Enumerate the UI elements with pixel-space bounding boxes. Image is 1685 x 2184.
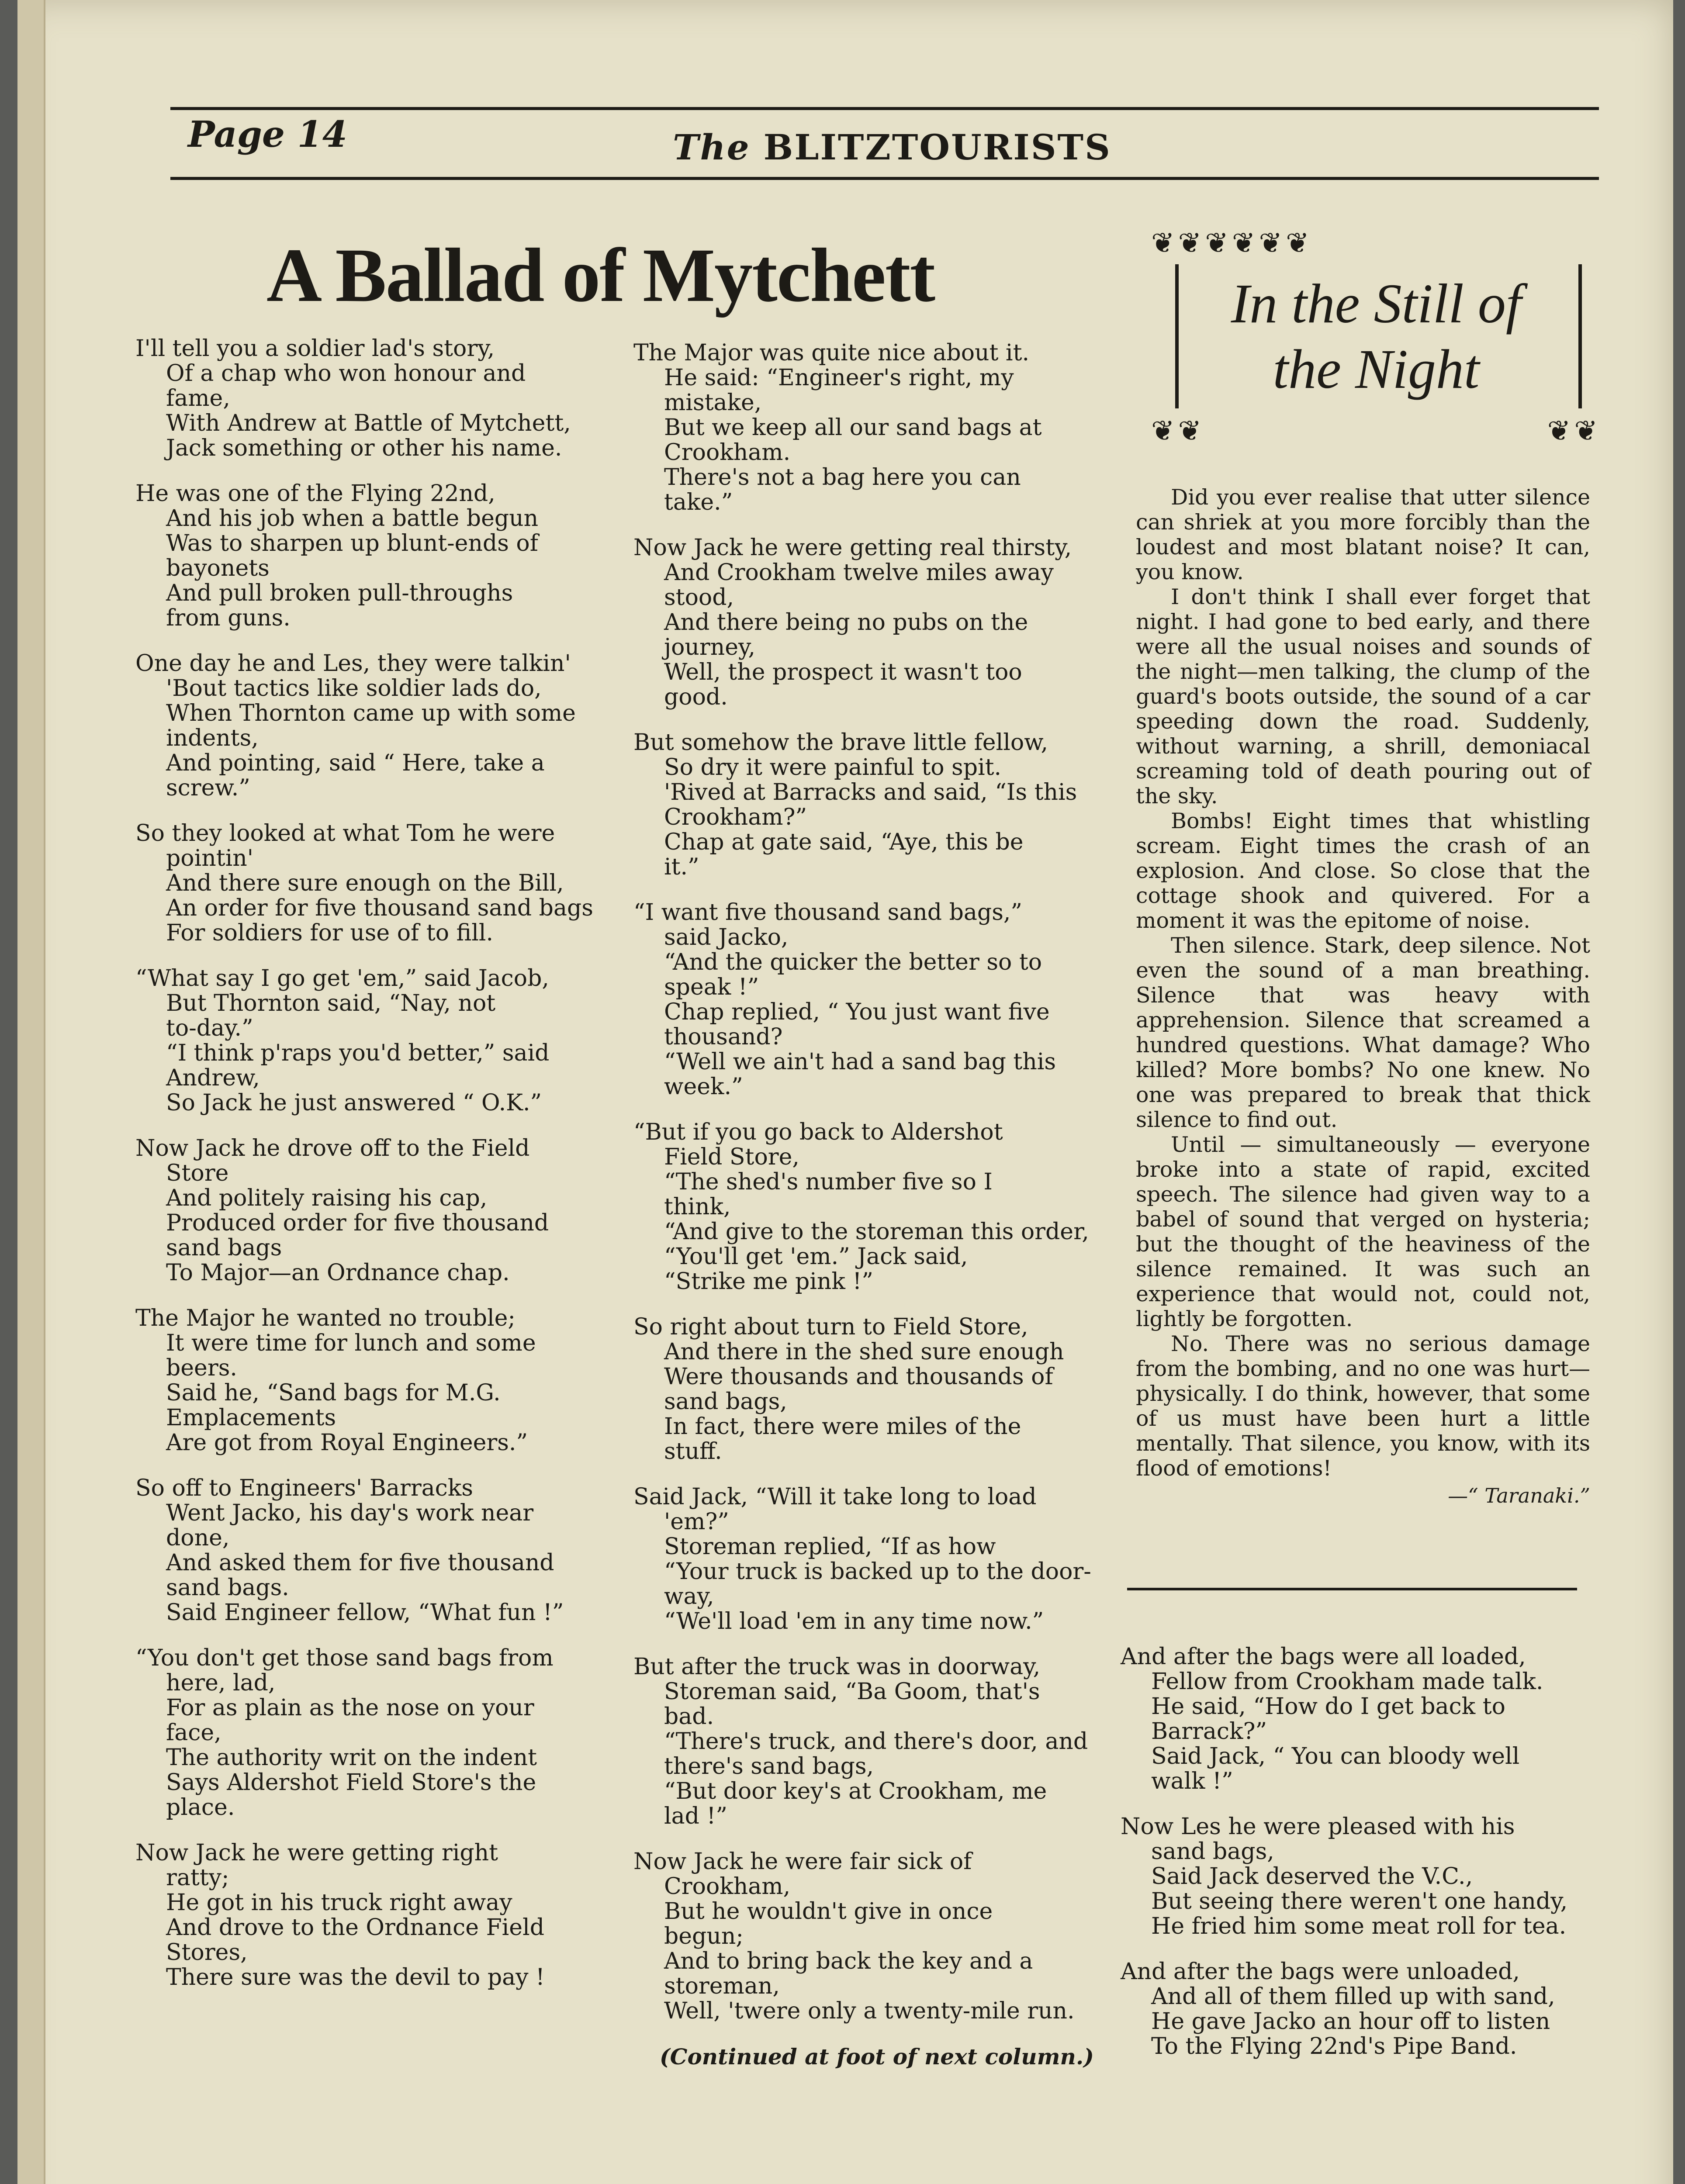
verse-line: it.”: [664, 854, 699, 880]
verse-line: place.: [166, 1794, 235, 1821]
stanza: [135, 1306, 633, 1455]
magazine-page: [17, 0, 1673, 2184]
column-separator-rule: [1127, 1588, 1577, 1590]
verse-line: Says Aldershot Field Store's the: [166, 1769, 536, 1796]
stanza: [135, 1841, 633, 1990]
running-head-name: BLITZTOURISTS: [763, 127, 1111, 168]
ornament-bottom-left: ❦❦: [1151, 415, 1205, 447]
verse-line: beers.: [166, 1355, 237, 1381]
verse-line: So Jack he just answered “ O.K.”: [166, 1090, 542, 1116]
sidebar-title-box: [1151, 227, 1601, 446]
verse-line: And there being no pubs on the: [664, 609, 1028, 636]
stanza: [633, 1315, 1114, 1464]
verse-line: lad !”: [664, 1803, 727, 1829]
verse-line: The Major he wanted no trouble;: [135, 1305, 516, 1331]
verse-line: With Andrew at Battle of Mytchett,: [166, 410, 571, 436]
article-paragraph: No. There was no serious damage from the bombing, and no one was hurt—physically. I do think, however, that some of us must have been hurt a little mentally. That silence, you know, with its flood of emotions!: [1136, 1331, 1590, 1481]
article-paragraph: Bombs! Eight times that whistling scream. Eight times the crash of an explosion. And close. So close that the cottage shook and quivered. For a moment it was the epitome of noise.: [1136, 809, 1590, 933]
verse-line: The authority writ on the indent: [166, 1745, 537, 1771]
verse-line: And drove to the Ordnance Field: [166, 1914, 544, 1941]
verse-line: And Crookham twelve miles away: [664, 560, 1054, 586]
verse-line: Field Store,: [664, 1144, 799, 1170]
ballad-column-1: [135, 336, 633, 2011]
verse-line: He was one of the Flying 22nd,: [135, 480, 495, 507]
verse-line: I'll tell you a soldier lad's story,: [135, 335, 495, 362]
verse-line: Now Jack he were getting right: [135, 1840, 498, 1866]
verse-line: to-day.”: [166, 1015, 253, 1041]
header-bottom-rule: [170, 177, 1599, 180]
verse-line: there's sand bags,: [664, 1753, 874, 1780]
verse-line: “And give to the storeman this order,: [664, 1219, 1089, 1245]
article-paragraph: Then silence. Stark, deep silence. Not even the sound of a man breathing. Silence that was heavy with apprehension. Silence that screamed a hundred questions. What damage? Who killed? More bombs? No one knew. No one was prepared to break that thick silence to find out.: [1136, 933, 1590, 1132]
verse-line: Chap at gate said, “Aye, this be: [664, 829, 1024, 855]
verse-line: Well, the prospect it wasn't too: [664, 659, 1022, 685]
verse-line: And pull broken pull-throughs: [166, 580, 513, 606]
ornament-bottom-right: ❦❦: [1547, 415, 1601, 447]
verse-line: But we keep all our sand bags at: [664, 415, 1042, 441]
verse-line: But after the truck was in doorway,: [633, 1654, 1041, 1680]
verse-line: Crookham,: [664, 1873, 791, 1900]
verse-line: mistake,: [664, 390, 762, 416]
verse-line: He got in his truck right away: [166, 1890, 512, 1916]
verse-line: And pointing, said “ Here, take a: [166, 750, 545, 776]
stanza: [1121, 1959, 1584, 2059]
verse-line: He fried him some meat roll for tea.: [1151, 1913, 1567, 1939]
verse-line: “You don't get those sand bags from: [135, 1645, 554, 1671]
verse-line: done,: [166, 1525, 230, 1551]
continued-note: (Continued at foot of next column.): [660, 2044, 1094, 2070]
verse-line: 'em?”: [664, 1509, 729, 1535]
verse-line: In fact, there were miles of the: [664, 1413, 1021, 1440]
verse-line: “I want five thousand sand bags,”: [633, 899, 1022, 926]
ballad-title: A Ballad of Mytchett: [266, 233, 935, 318]
verse-line: think,: [664, 1194, 731, 1220]
verse-line: “Well we ain't had a sand bag this: [664, 1049, 1056, 1075]
verse-line: fame,: [166, 385, 230, 411]
verse-line: Andrew,: [166, 1065, 260, 1091]
stanza: [135, 481, 633, 631]
stanza: [633, 1120, 1114, 1294]
verse-line: And after the bags were unloaded,: [1121, 1959, 1520, 1985]
verse-line: And there sure enough on the Bill,: [166, 870, 564, 896]
verse-line: And after the bags were all loaded,: [1121, 1644, 1526, 1670]
verse-line: Now Jack he drove off to the Field: [135, 1135, 530, 1161]
verse-line: Storeman said, “Ba Goom, that's: [664, 1679, 1040, 1705]
verse-line: 'Rived at Barracks and said, “Is this: [664, 779, 1077, 805]
verse-line: Said Jack deserved the V.C.,: [1151, 1863, 1473, 1890]
verse-line: Was to sharpen up blunt-ends of: [166, 530, 538, 556]
verse-line: Now Jack he were fair sick of: [633, 1849, 972, 1875]
running-head: [673, 127, 1111, 168]
verse-line: There's not a bag here you can: [664, 464, 1021, 491]
verse-line: When Thornton came up with some: [166, 700, 576, 726]
verse-line: And there in the shed sure enough: [664, 1339, 1064, 1365]
verse-line: Now Les he were pleased with his: [1121, 1814, 1515, 1840]
verse-line: Stores,: [166, 1939, 248, 1966]
verse-line: good.: [664, 684, 728, 710]
verse-line: Store: [166, 1160, 229, 1186]
stanza: [135, 966, 633, 1116]
verse-line: Said Jack, “ You can bloody well: [1151, 1743, 1520, 1769]
page-edge: [17, 0, 45, 2184]
running-head-the: The: [673, 127, 751, 168]
verse-line: Of a chap who won honour and: [166, 360, 526, 387]
verse-line: Barrack?”: [1151, 1718, 1267, 1745]
verse-line: “You'll get 'em.” Jack said,: [664, 1244, 968, 1270]
verse-line: “Your truck is backed up to the door-: [664, 1559, 1091, 1585]
ballad-column-2: [633, 341, 1114, 2069]
verse-line: “What say I go get 'em,” said Jacob,: [135, 965, 549, 992]
verse-line: Fellow from Crookham made talk.: [1151, 1669, 1543, 1695]
sidebar-title-line-1: In the Still of: [1231, 273, 1522, 335]
stanza: [633, 900, 1114, 1099]
sidebar-title: [1186, 271, 1566, 402]
verse-line: And politely raising his cap,: [166, 1185, 488, 1211]
verse-line: To Major—an Ordnance chap.: [166, 1260, 510, 1286]
verse-line: He said: “Engineer's right, my: [664, 365, 1014, 391]
verse-line: And asked them for five thousand: [166, 1550, 554, 1576]
verse-line: pointin': [166, 845, 254, 871]
stanza: [633, 1655, 1114, 1829]
verse-line: Said Jack, “Will it take long to load: [633, 1484, 1037, 1510]
ornament-top: ❦❦❦❦❦❦: [1151, 227, 1313, 259]
article-paragraph: I don't think I shall ever forget that night. I had gone to bed early, and there were all the usual noises and sounds of the night—men talking, the clump of the guard's boots outside, the sound of a car speeding down the road. Suddenly, without warning, a shrill, demoniacal screaming told of death pouring out of the sky.: [1136, 584, 1590, 809]
verse-line: here, lad,: [166, 1670, 276, 1696]
verse-line: So right about turn to Field Store,: [633, 1314, 1028, 1340]
verse-line: He said, “How do I get back to: [1151, 1693, 1505, 1720]
verse-line: But Thornton said, “Nay, not: [166, 990, 496, 1016]
verse-line: sand bags: [166, 1235, 282, 1261]
verse-line: He gave Jacko an hour off to listen: [1151, 2008, 1550, 2035]
verse-line: But he wouldn't give in once: [664, 1898, 993, 1925]
verse-line: Are got from Royal Engineers.”: [166, 1430, 528, 1456]
verse-line: speak !”: [664, 974, 759, 1000]
verse-line: Crookham.: [664, 439, 791, 466]
verse-line: And all of them filled up with sand,: [1151, 1984, 1555, 2010]
verse-line: Crookham?”: [664, 804, 807, 830]
stanza: [633, 1485, 1114, 1634]
verse-line: Produced order for five thousand: [166, 1210, 549, 1236]
verse-line: Now Jack he were getting real thirsty,: [633, 535, 1072, 561]
verse-line: 'Bout tactics like soldier lads do,: [166, 675, 542, 702]
verse-line: And to bring back the key and a: [664, 1948, 1033, 1974]
stanza: [135, 1646, 633, 1820]
verse-line: bayonets: [166, 555, 270, 581]
verse-line: “There's truck, and there's door, and: [664, 1728, 1088, 1755]
verse-line: sand bags,: [664, 1389, 787, 1415]
verse-line: storeman,: [664, 1973, 780, 1999]
verse-line: Jack something or other his name.: [166, 435, 562, 461]
verse-line: “And the quicker the better so to: [664, 949, 1042, 975]
verse-line: begun;: [664, 1923, 744, 1949]
stanza: [633, 341, 1114, 515]
sidebar-title-line-2: the Night: [1273, 338, 1480, 400]
header-top-rule: [170, 107, 1599, 110]
page-number: Page 14: [188, 114, 347, 156]
verse-line: face,: [166, 1720, 221, 1746]
verse-line: Were thousands and thousands of: [664, 1364, 1053, 1390]
verse-line: But somehow the brave little fellow,: [633, 729, 1048, 756]
verse-line: screw.”: [166, 775, 250, 801]
verse-line: thousand?: [664, 1024, 783, 1050]
verse-line: “But door key's at Crookham, me: [664, 1778, 1047, 1804]
verse-line: stood,: [664, 584, 734, 611]
stanza: [135, 821, 633, 946]
verse-line: So off to Engineers' Barracks: [135, 1475, 473, 1501]
verse-line: So they looked at what Tom he were: [135, 820, 555, 847]
stanza: [633, 1849, 1114, 2024]
verse-line: “We'll load 'em in any time now.”: [664, 1608, 1044, 1635]
verse-line: sand bags.: [166, 1575, 289, 1601]
verse-line: And his job when a battle begun: [166, 505, 539, 532]
ballad-column-3: [1121, 1645, 1584, 2080]
verse-line: “But if you go back to Aldershot: [633, 1119, 1003, 1145]
verse-line: One day he and Les, they were talkin': [135, 650, 571, 677]
verse-line: The Major was quite nice about it.: [633, 340, 1029, 366]
stanza: [1121, 1814, 1584, 1939]
article-paragraph: Did you ever realise that utter silence can shriek at you more forcibly than the loudest and most blatant noise? It can, you know.: [1136, 485, 1590, 584]
stanza: [135, 1476, 633, 1625]
stanza: [633, 730, 1114, 880]
article-paragraph: Until — simultaneously — everyone broke into a state of rapid, excited speech. The silence had given way to a babel of sound that verged on hysteria; but the thought of the heaviness of the silence remained. It was such an experience that would not, could not, lightly be forgotten.: [1136, 1132, 1590, 1331]
verse-line: journey,: [664, 634, 756, 660]
verse-line: Said he, “Sand bags for M.G.: [166, 1380, 501, 1406]
verse-line: take.”: [664, 489, 733, 515]
verse-line: To the Flying 22nd's Pipe Band.: [1151, 2033, 1517, 2060]
verse-line: indents,: [166, 725, 259, 751]
verse-line: But seeing there weren't one handy,: [1151, 1888, 1568, 1914]
verse-line: week.”: [664, 1074, 743, 1100]
verse-line: ratty;: [166, 1865, 229, 1891]
verse-line: It were time for lunch and some: [166, 1330, 536, 1356]
verse-line: Storeman replied, “If as how: [664, 1534, 996, 1560]
article-signature: —“ Taranaki.”: [1448, 1484, 1590, 1507]
verse-line: “The shed's number five so I: [664, 1169, 993, 1195]
stanza: [135, 336, 633, 461]
verse-line: Said Engineer fellow, “What fun !”: [166, 1600, 564, 1626]
verse-line: Emplacements: [166, 1405, 336, 1431]
verse-line: Well, 'twere only a twenty-mile run.: [664, 1998, 1075, 2024]
verse-line: For as plain as the nose on your: [166, 1695, 534, 1721]
stanza: [135, 1136, 633, 1286]
verse-line: “Strike me pink !”: [664, 1268, 873, 1295]
verse-line: walk !”: [1151, 1768, 1233, 1794]
stanza: [135, 651, 633, 801]
verse-line: For soldiers for use of to fill.: [166, 920, 494, 946]
stanza: [1121, 1645, 1584, 1794]
sidebar-article: [1136, 485, 1590, 1508]
verse-line: bad.: [664, 1704, 714, 1730]
verse-line: So dry it were painful to spit.: [664, 754, 1002, 781]
verse-line: from guns.: [166, 605, 291, 631]
stanza: [633, 536, 1114, 710]
verse-line: Went Jacko, his day's work near: [166, 1500, 534, 1526]
verse-line: An order for five thousand sand bags: [166, 895, 593, 921]
verse-line: “I think p'raps you'd better,” said: [166, 1040, 550, 1066]
verse-line: There sure was the devil to pay !: [166, 1964, 545, 1990]
verse-line: stuff.: [664, 1438, 722, 1465]
verse-line: Chap replied, “ You just want five: [664, 999, 1050, 1025]
verse-line: way,: [664, 1583, 714, 1610]
verse-line: sand bags,: [1151, 1838, 1274, 1865]
verse-line: said Jacko,: [664, 924, 789, 950]
